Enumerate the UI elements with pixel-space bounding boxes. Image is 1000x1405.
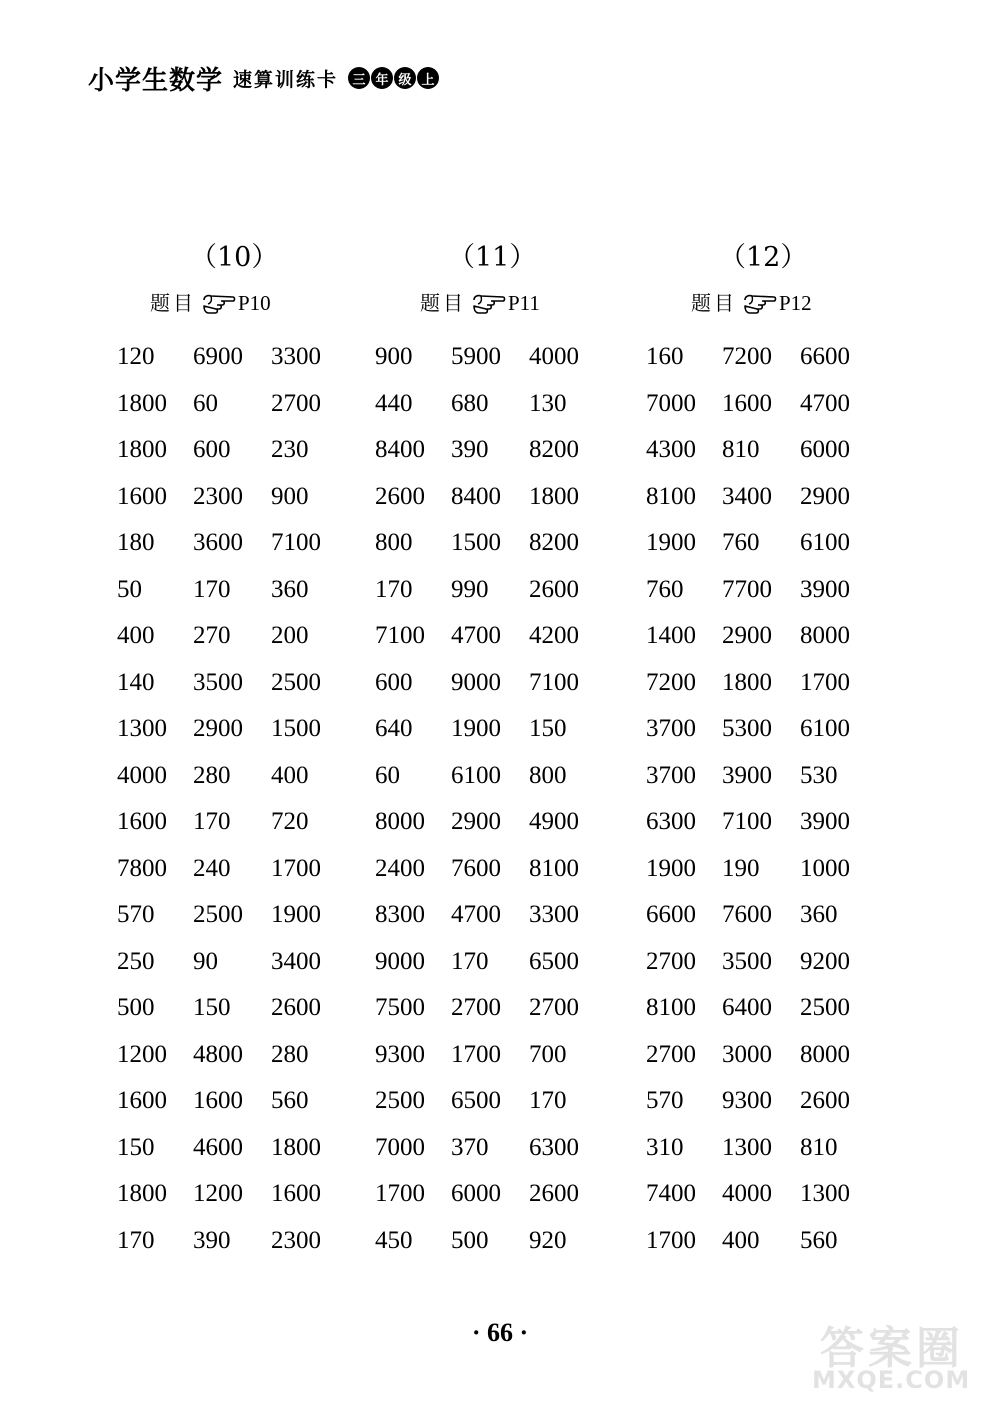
answer-row (117, 1171, 377, 1218)
answer-value: 760 (646, 575, 684, 603)
answer-row (646, 334, 906, 381)
answer-value: 1600 (193, 1087, 243, 1114)
answer-value: 1800 (529, 482, 579, 510)
answer-value: 8200 (529, 436, 579, 463)
answer-value: 2600 (375, 482, 425, 510)
watermark-logo (800, 1312, 990, 1397)
answer-value: 8100 (646, 482, 696, 510)
answer-row (646, 567, 906, 614)
answer-value: 4800 (193, 1040, 243, 1068)
answer-value: 6300 (646, 808, 696, 835)
answer-value: 7100 (529, 668, 579, 696)
answer-value: 190 (722, 854, 760, 882)
answer-value: 600 (193, 436, 231, 463)
answer-value: 9300 (375, 1040, 425, 1068)
answer-value: 3300 (271, 343, 321, 370)
answer-value: 6600 (646, 901, 696, 928)
answer-value: 990 (451, 575, 489, 603)
answer-row (646, 1125, 906, 1172)
answer-value: 2600 (800, 1087, 850, 1114)
answer-value: 7400 (646, 1180, 696, 1207)
answer-value: 3500 (193, 668, 243, 696)
reference-page: P10 (238, 291, 271, 315)
answer-value: 2500 (271, 668, 321, 696)
book-header (88, 58, 439, 98)
answer-value: 400 (722, 1226, 760, 1254)
answer-value: 1300 (117, 715, 167, 742)
answer-value: 390 (193, 1226, 231, 1254)
answer-row (375, 753, 635, 800)
answer-value: 7500 (375, 994, 425, 1021)
answer-value: 450 (375, 1226, 413, 1254)
answer-row (375, 939, 635, 986)
answer-row (117, 1125, 377, 1172)
answer-value: 500 (117, 994, 155, 1021)
answer-value: 200 (271, 622, 309, 649)
answer-row (646, 520, 906, 567)
answer-row (375, 613, 635, 660)
answer-value: 60 (375, 761, 400, 789)
answer-row (375, 334, 635, 381)
answer-value: 400 (117, 622, 155, 649)
answer-value: 280 (271, 1040, 309, 1068)
answer-value: 2700 (271, 389, 321, 417)
answer-value: 150 (193, 994, 231, 1021)
answer-value: 250 (117, 947, 155, 975)
answer-grid (117, 334, 377, 1264)
answer-value: 810 (800, 1133, 838, 1161)
answer-value: 2600 (529, 575, 579, 603)
answer-value: 1900 (451, 715, 501, 742)
answer-value: 440 (375, 389, 413, 417)
answer-value: 7100 (271, 529, 321, 556)
answer-value: 900 (271, 482, 309, 510)
book-title: 小学生数学 (88, 65, 224, 96)
answer-row (646, 939, 906, 986)
answer-value: 1200 (117, 1040, 167, 1068)
answer-row (375, 474, 635, 521)
answer-value: 7000 (646, 389, 696, 417)
answer-value: 160 (646, 343, 684, 370)
reference-page: P11 (508, 291, 540, 315)
answer-value: 3300 (529, 901, 579, 928)
answer-value: 50 (117, 575, 142, 603)
answer-value: 8400 (375, 436, 425, 463)
answer-value: 1800 (117, 389, 167, 417)
answer-value: 2300 (193, 482, 243, 510)
answer-row (646, 753, 906, 800)
answer-value: 2700 (646, 1040, 696, 1068)
section-reference (691, 288, 812, 318)
answer-value: 1600 (117, 482, 167, 510)
answer-value: 7100 (375, 622, 425, 649)
answer-value: 1800 (117, 436, 167, 463)
answer-row (646, 799, 906, 846)
answer-value: 8100 (529, 854, 579, 882)
answer-row (646, 1218, 906, 1265)
answer-value: 5300 (722, 715, 772, 742)
answer-row (117, 753, 377, 800)
answer-value: 1800 (271, 1133, 321, 1161)
answer-value: 3400 (271, 947, 321, 975)
answer-value: 8400 (451, 482, 501, 510)
answer-value: 6000 (451, 1180, 501, 1207)
answer-value: 920 (529, 1226, 567, 1254)
answer-value: 3600 (193, 529, 243, 556)
answer-value: 1000 (800, 854, 850, 882)
answer-value: 3700 (646, 761, 696, 789)
reference-label: 题目 (691, 291, 737, 315)
answer-grid (646, 334, 906, 1264)
grade-badge (348, 67, 439, 89)
answer-value: 600 (375, 668, 413, 696)
pointing-hand-icon (202, 292, 236, 314)
answer-row (117, 381, 377, 428)
answer-value: 1500 (271, 715, 321, 742)
pointing-hand-icon (743, 292, 777, 314)
answer-value: 400 (271, 761, 309, 789)
answer-row (646, 892, 906, 939)
answer-value: 170 (117, 1226, 155, 1254)
answer-value: 2700 (451, 994, 501, 1021)
answer-value: 390 (451, 436, 489, 463)
answer-value: 7600 (722, 901, 772, 928)
answer-value: 6600 (800, 343, 850, 370)
answer-value: 7100 (722, 808, 772, 835)
answer-value: 6000 (800, 436, 850, 463)
answer-value: 1700 (800, 668, 850, 696)
answer-value: 720 (271, 808, 309, 835)
answer-value: 4000 (117, 761, 167, 789)
answer-value: 2900 (722, 622, 772, 649)
answer-value: 6300 (529, 1133, 579, 1161)
answer-value: 4000 (529, 343, 579, 370)
answer-row (646, 985, 906, 1032)
answer-row (375, 799, 635, 846)
answer-row (375, 846, 635, 893)
answer-value: 2700 (646, 947, 696, 975)
answer-value: 810 (722, 436, 760, 463)
answer-value: 8000 (800, 1040, 850, 1068)
answer-row (375, 1125, 635, 1172)
answer-value: 1500 (451, 529, 501, 556)
answer-row (117, 799, 377, 846)
answer-row (117, 427, 377, 474)
answer-row (375, 427, 635, 474)
answer-value: 1900 (646, 854, 696, 882)
answer-value: 150 (117, 1133, 155, 1161)
answer-row (117, 520, 377, 567)
answer-value: 170 (451, 947, 489, 975)
answer-row (375, 1078, 635, 1125)
answer-value: 4700 (800, 389, 850, 417)
answer-row (117, 334, 377, 381)
answer-value: 60 (193, 389, 218, 417)
answer-value: 1700 (451, 1040, 501, 1068)
answer-value: 6400 (722, 994, 772, 1021)
answer-value: 7600 (451, 854, 501, 882)
answer-value: 1300 (722, 1133, 772, 1161)
answer-value: 3700 (646, 715, 696, 742)
answer-value: 7700 (722, 575, 772, 603)
answer-value: 3900 (722, 761, 772, 789)
book-subtitle: 速算训练卡 (233, 68, 339, 91)
section-number: （11） (448, 242, 537, 273)
answer-value: 1200 (193, 1180, 243, 1207)
answer-value: 800 (529, 761, 567, 789)
section-number: （12） (719, 242, 808, 273)
answer-value: 680 (451, 389, 489, 417)
answer-value: 8100 (646, 994, 696, 1021)
answer-row (117, 567, 377, 614)
reference-label: 题目 (150, 291, 196, 315)
answer-value: 1800 (117, 1180, 167, 1207)
answer-value: 170 (193, 575, 231, 603)
answer-value: 150 (529, 715, 567, 742)
answer-value: 2900 (451, 808, 501, 835)
answer-row (375, 1218, 635, 1265)
answer-value: 1700 (271, 854, 321, 882)
answer-row (375, 660, 635, 707)
answer-value: 1700 (375, 1180, 425, 1207)
answer-row (646, 381, 906, 428)
answer-value: 8200 (529, 529, 579, 556)
answer-row (117, 474, 377, 521)
section-number: （10） (190, 242, 279, 273)
answer-value: 6500 (529, 947, 579, 975)
answer-value: 560 (800, 1226, 838, 1254)
answer-value: 1700 (646, 1226, 696, 1254)
answer-value: 170 (529, 1087, 567, 1114)
grade-char: 级 (394, 67, 416, 89)
answer-value: 9000 (375, 947, 425, 975)
answer-row (375, 1171, 635, 1218)
answer-value: 2600 (271, 994, 321, 1021)
answer-value: 1600 (271, 1180, 321, 1207)
section-reference (150, 288, 271, 318)
answer-value: 6100 (800, 529, 850, 556)
answer-value: 240 (193, 854, 231, 882)
watermark-text: 答案圈 (820, 1323, 964, 1374)
answer-row (117, 1078, 377, 1125)
answer-value: 6900 (193, 343, 243, 370)
answer-row (375, 1032, 635, 1079)
answer-value: 4900 (529, 808, 579, 835)
answer-value: 2300 (271, 1226, 321, 1254)
answer-value: 3000 (722, 1040, 772, 1068)
answer-value: 570 (646, 1087, 684, 1114)
answer-value: 500 (451, 1226, 489, 1254)
reference-label: 题目 (420, 291, 466, 315)
answer-value: 7200 (646, 668, 696, 696)
answer-value: 4700 (451, 901, 501, 928)
grade-char: 上 (417, 67, 439, 89)
grade-char: 年 (371, 67, 393, 89)
answer-row (646, 613, 906, 660)
answer-row (375, 706, 635, 753)
answer-row (646, 427, 906, 474)
answer-value: 7000 (375, 1133, 425, 1161)
answer-value: 1900 (271, 901, 321, 928)
answer-value: 4300 (646, 436, 696, 463)
answer-value: 900 (375, 343, 413, 370)
answer-value: 1900 (646, 529, 696, 556)
answer-value: 6500 (451, 1087, 501, 1114)
answer-row (117, 846, 377, 893)
answer-row (646, 474, 906, 521)
answer-row (646, 1032, 906, 1079)
answer-row (646, 660, 906, 707)
watermark-url: MXQE.COM (812, 1366, 971, 1394)
answer-row (375, 520, 635, 567)
answer-value: 2900 (193, 715, 243, 742)
answer-value: 280 (193, 761, 231, 789)
answer-value: 2600 (529, 1180, 579, 1207)
answer-value: 7800 (117, 854, 167, 882)
answer-row (375, 985, 635, 1032)
answer-value: 1400 (646, 622, 696, 649)
answer-value: 140 (117, 668, 155, 696)
answer-row (646, 846, 906, 893)
answer-value: 760 (722, 529, 760, 556)
answer-value: 270 (193, 622, 231, 649)
answer-row (117, 1218, 377, 1265)
answer-value: 170 (375, 575, 413, 603)
answer-value: 3900 (800, 575, 850, 603)
answer-row (646, 706, 906, 753)
answer-row (117, 1032, 377, 1079)
answer-value: 3900 (800, 808, 850, 835)
answer-value: 1600 (117, 808, 167, 835)
answer-value: 120 (117, 343, 155, 370)
answer-value: 1300 (800, 1180, 850, 1207)
answer-value: 800 (375, 529, 413, 556)
answer-value: 370 (451, 1133, 489, 1161)
page-number: · 66 · (471, 1318, 529, 1347)
answer-value: 310 (646, 1133, 684, 1161)
answer-value: 90 (193, 947, 218, 975)
answer-value: 2700 (529, 994, 579, 1021)
answer-value: 2900 (800, 482, 850, 510)
answer-value: 2500 (193, 901, 243, 928)
answer-value: 9000 (451, 668, 501, 696)
answer-value: 6100 (800, 715, 850, 742)
pointing-hand-icon (472, 292, 506, 314)
answer-row (117, 985, 377, 1032)
answer-value: 9200 (800, 947, 850, 975)
answer-row (375, 381, 635, 428)
answer-row (375, 892, 635, 939)
answer-value: 8300 (375, 901, 425, 928)
answer-value: 3500 (722, 947, 772, 975)
answer-value: 230 (271, 436, 309, 463)
answer-value: 4600 (193, 1133, 243, 1161)
answer-row (375, 567, 635, 614)
answer-value: 8000 (800, 622, 850, 649)
answer-value: 3400 (722, 482, 772, 510)
answer-value: 130 (529, 389, 567, 417)
reference-page: P12 (779, 291, 812, 315)
answer-value: 1800 (722, 668, 772, 696)
answer-value: 560 (271, 1087, 309, 1114)
answer-value: 2400 (375, 854, 425, 882)
answer-value: 2500 (375, 1087, 425, 1114)
answer-value: 4200 (529, 622, 579, 649)
answer-value: 7200 (722, 343, 772, 370)
answer-row (117, 706, 377, 753)
answer-value: 2500 (800, 994, 850, 1021)
answer-value: 8000 (375, 808, 425, 835)
answer-row (646, 1171, 906, 1218)
answer-value: 9300 (722, 1087, 772, 1114)
answer-value: 700 (529, 1040, 567, 1068)
answer-row (646, 1078, 906, 1125)
answer-row (117, 613, 377, 660)
answer-value: 530 (800, 761, 838, 789)
answer-value: 4000 (722, 1180, 772, 1207)
answer-value: 170 (193, 808, 231, 835)
answer-grid (375, 334, 635, 1264)
answer-value: 1600 (117, 1087, 167, 1114)
answer-value: 5900 (451, 343, 501, 370)
answer-row (117, 660, 377, 707)
answer-value: 360 (800, 901, 838, 928)
answer-value: 360 (271, 575, 309, 603)
answer-value: 570 (117, 901, 155, 928)
grade-char: 三 (348, 67, 370, 89)
section-reference (420, 288, 540, 318)
answer-value: 6100 (451, 761, 501, 789)
answer-value: 4700 (451, 622, 501, 649)
answer-value: 640 (375, 715, 413, 742)
answer-value: 180 (117, 529, 155, 556)
answer-row (117, 892, 377, 939)
answer-value: 1600 (722, 389, 772, 417)
answer-row (117, 939, 377, 986)
